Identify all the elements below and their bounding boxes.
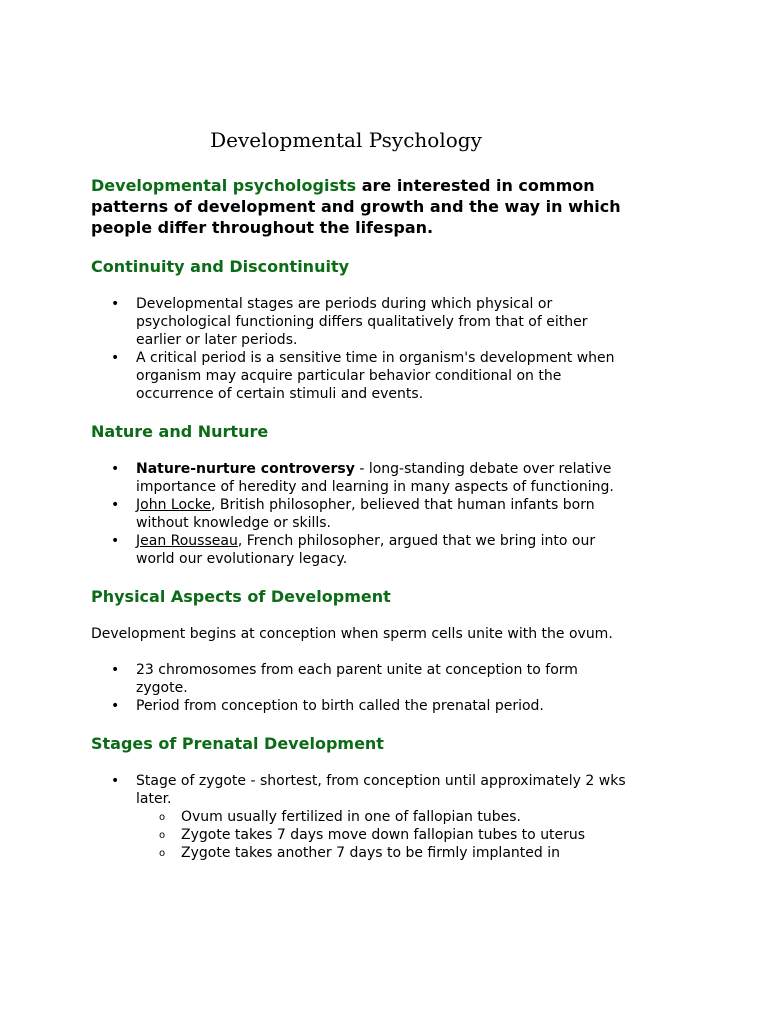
list-item-text: Stage of zygote - shortest, from conception until approximately 2 wks later. <box>136 773 626 807</box>
link-john-locke[interactable]: John Locke <box>136 497 211 513</box>
term-bold: Nature-nurture controversy <box>136 461 355 477</box>
sub-bullet-icon: o <box>159 812 166 823</box>
bullet-icon: • <box>111 296 120 312</box>
list-item <box>91 460 631 496</box>
sub-bullet-icon: o <box>159 830 166 841</box>
intro-term: Developmental psychologists <box>91 176 357 195</box>
list-nature-nurture <box>91 460 631 568</box>
sub-list-item <box>136 808 631 826</box>
list-item <box>91 532 631 568</box>
sub-list-item-text: Zygote takes another 7 days to be firmly implanted in <box>181 845 560 861</box>
list-item-text: , French philosopher, argued that we bring into our world our evolutionary legacy. <box>136 533 596 567</box>
intro-paragraph <box>91 175 631 238</box>
list-item <box>91 349 631 403</box>
list-item-text: Period from conception to birth called the prenatal period. <box>136 698 544 714</box>
heading-physical-aspects: Physical Aspects of Development <box>91 587 391 606</box>
paragraph-physical: Development begins at conception when sperm cells unite with the ovum. <box>91 626 613 642</box>
bullet-icon: • <box>111 533 120 549</box>
sub-list-item-text: Ovum usually fertilized in one of fallopian tubes. <box>181 809 521 825</box>
list-prenatal <box>91 772 631 862</box>
list-item-text: , British philosopher, believed that human infants born without knowledge or skills. <box>136 497 595 531</box>
bullet-icon: • <box>111 461 120 477</box>
heading-nature-nurture: Nature and Nurture <box>91 422 269 441</box>
intro-text: are interested in common patterns of development and growth and the way in which people differ throughout the lifespan. <box>91 176 621 237</box>
list-continuity <box>91 295 631 403</box>
list-item <box>91 697 631 715</box>
list-item-text: Developmental stages are periods during which physical or psychological functioning differs qualitatively from that of either earlier or later periods. <box>136 296 588 348</box>
list-item-text: 23 chromosomes from each parent unite at conception to form zygote. <box>136 662 578 696</box>
sub-list-item-text: Zygote takes 7 days move down fallopian tubes to uterus <box>181 827 586 843</box>
list-item <box>91 772 631 862</box>
bullet-icon: • <box>111 350 120 366</box>
sublist-prenatal <box>136 808 631 862</box>
list-physical <box>91 661 631 715</box>
bullet-icon: • <box>111 497 120 513</box>
list-item-text: - long-standing debate over relative importance of heredity and learning in many aspects of functioning. <box>136 461 614 495</box>
list-item <box>91 661 631 697</box>
document-body <box>91 175 631 880</box>
sub-list-item <box>136 826 631 844</box>
sub-list-item <box>136 844 631 862</box>
list-item-text: A critical period is a sensitive time in organism's development when organism may acquire particular behavior conditional on the occurrence of certain stimuli and events. <box>136 350 615 402</box>
bullet-icon: • <box>111 698 120 714</box>
heading-continuity: Continuity and Discontinuity <box>91 257 350 276</box>
bullet-icon: • <box>111 662 120 678</box>
list-item <box>91 295 631 349</box>
bullet-icon: • <box>111 773 120 789</box>
list-item <box>91 496 631 532</box>
heading-prenatal-stages: Stages of Prenatal Development <box>91 734 384 753</box>
link-jean-rousseau[interactable]: Jean Rousseau <box>136 533 238 549</box>
page-title: Developmental Psychology <box>210 128 482 152</box>
sub-bullet-icon: o <box>159 848 166 859</box>
